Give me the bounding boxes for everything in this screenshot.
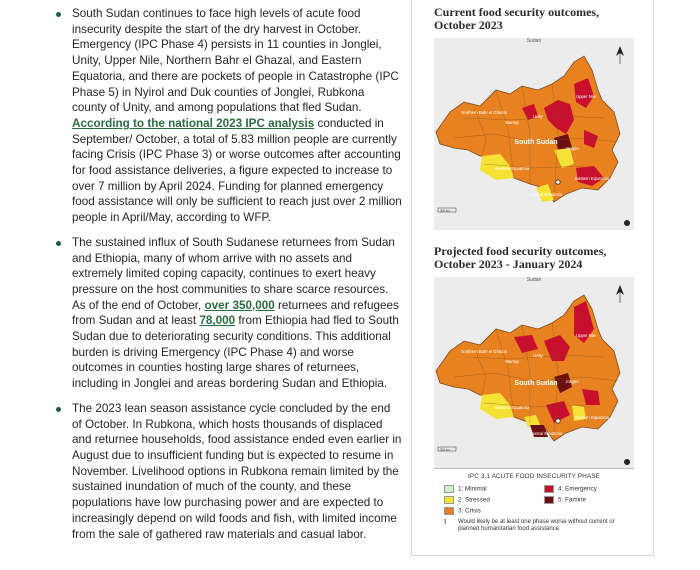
legend-item-stressed: 2: Stressed: [444, 496, 490, 505]
svg-text:Eastern Equatoria: Eastern Equatoria: [575, 176, 609, 181]
svg-text:Warrap: Warrap: [505, 359, 519, 364]
svg-text:South Sudan: South Sudan: [514, 380, 558, 387]
legend-swatch: [444, 485, 454, 493]
svg-text:Unity: Unity: [533, 114, 543, 119]
current-map-title: Current food security outcomes, October 2023: [434, 5, 600, 32]
legend-item-minimal: 1: Minimal: [444, 485, 487, 494]
bullet-list: [52, 6, 402, 551]
returnees-link[interactable]: over 350,000: [204, 298, 275, 312]
legend-swatch: [544, 485, 554, 493]
svg-text:Northern Bahr el Ghazal: Northern Bahr el Ghazal: [461, 349, 507, 354]
legend-item-crisis: 3: Crisis: [444, 507, 481, 516]
ipc-legend: IPC 3.1 ACUTE FOOD INSECURITY PHASE 1: Minimal 2: Stressed 3: Crisis 4: Emergency 5: Famine ! Would likely be at least one phase worse without current or planned humanitarian food assistance: [434, 468, 634, 538]
bullet-dot: [56, 12, 61, 17]
projected-map-title: Projected food security outcomes, October 2023 - January 2024: [434, 244, 607, 271]
legend-swatch: [444, 496, 454, 504]
svg-text:Sudan: Sudan: [526, 277, 542, 283]
legend-item-emergency: 4: Emergency: [544, 485, 597, 494]
bullet-text: from Ethiopia had fled to South Sudan due to deteriorating security conditions. This additional burden is driving Emergency (IPC Phase 4) and worse outcomes in counties hosting large shares of returnees, including in Jonglei and areas bordering Sudan and Ethiopia.: [72, 314, 399, 391]
bullet-text: The 2023 lean season assistance cycle concluded by the end of October. In Rubkona, which hosts thousands of displaced and returnee households, food assistance ended even earlier in August due to insufficient funding but is expected to resume in November. Livelihood options in Rubkona remain limited by the sustained inundation of much of the county, and these populations have low purchasing power and are expected to increasingly depend on wild foods and fish, with limited income from the sale of gathered raw materials and casual labor.: [72, 401, 402, 541]
svg-text:Jonglei: Jonglei: [565, 146, 579, 151]
bullet-dot: [56, 241, 61, 246]
svg-text:300 km: 300 km: [440, 208, 450, 213]
legend-swatch: [544, 496, 554, 504]
bullet-text: The sustained influx of South Sudanese returnees from Sudan and Ethiopia, many of whom arrive with no assets and extremely limited coping capacity, continues to exert heavy pressure on the host communities to share scarce resources. As of the end of October,: [72, 235, 395, 312]
legend-note: ! Would likely be at least one phase worse without current or planned humanitarian food assistance: [444, 519, 615, 532]
svg-text:Central Equatoria: Central Equatoria: [529, 431, 563, 436]
bullet-text: returnees and refugees from Sudan and at least: [72, 298, 399, 328]
svg-text:Sudan: Sudan: [526, 38, 542, 44]
legend-swatch: [444, 507, 454, 515]
ethiopia-refugees-link[interactable]: 78,000: [199, 314, 236, 328]
svg-text:Eastern Equatoria: Eastern Equatoria: [575, 415, 609, 420]
svg-text:Jonglei: Jonglei: [565, 379, 579, 384]
svg-text:Western Equatoria: Western Equatoria: [494, 405, 530, 410]
current-outcomes-map: [434, 38, 634, 230]
svg-text:Upper Nile: Upper Nile: [576, 94, 596, 99]
projected-outcomes-map: [434, 277, 634, 469]
svg-text:Northern Bahr el Ghazal: Northern Bahr el Ghazal: [461, 110, 507, 115]
svg-text:Central Equatoria: Central Equatoria: [529, 192, 563, 197]
bullet-item: [52, 401, 402, 542]
bullet-dot: [56, 407, 61, 412]
ipc-analysis-link[interactable]: According to the national 2023 IPC analysis: [72, 116, 315, 130]
svg-text:Unity: Unity: [533, 353, 543, 358]
projected-map-svg: [434, 277, 634, 469]
exclamation-icon: !: [444, 519, 447, 526]
bullet-item: [52, 6, 402, 226]
svg-text:Upper Nile: Upper Nile: [576, 333, 596, 338]
current-map-svg: [434, 38, 634, 230]
svg-text:Western Equatoria: Western Equatoria: [494, 166, 530, 171]
svg-text:Warrap: Warrap: [505, 120, 519, 125]
bullet-item: [52, 235, 402, 392]
bullet-text: conducted in September/ October, a total of 5.83 million people are currently facing Crisis (IPC Phase 3) or worse outcomes after accounting for food assistance deliveries, a figure expected to increase to over 7 million by April 2024. Funding for planned emergency food assistance will only be sufficient to reach just over 2 million people in April/May, according to WFP.: [72, 116, 402, 225]
bullet-text: South Sudan continues to face high levels of acute food insecurity despite the start of the dry harvest in October. Emergency (IPC Phase 4) persists in 11 counties in Jonglei, Unity, Upper Nile, Northern Bahr el Ghazal, and Eastern Equatoria, and there are pockets of people in Catastrophe (IPC Phase 5) in Nyirol and Duk counties of Jonglei, Rubkona county of Unity, and among populations that fled Sudan.: [72, 7, 399, 115]
svg-text:South Sudan: South Sudan: [514, 139, 558, 146]
map-sidebar: [411, 0, 654, 556]
svg-text:300 km: 300 km: [440, 447, 450, 452]
legend-item-famine: 5: Famine: [544, 496, 586, 505]
